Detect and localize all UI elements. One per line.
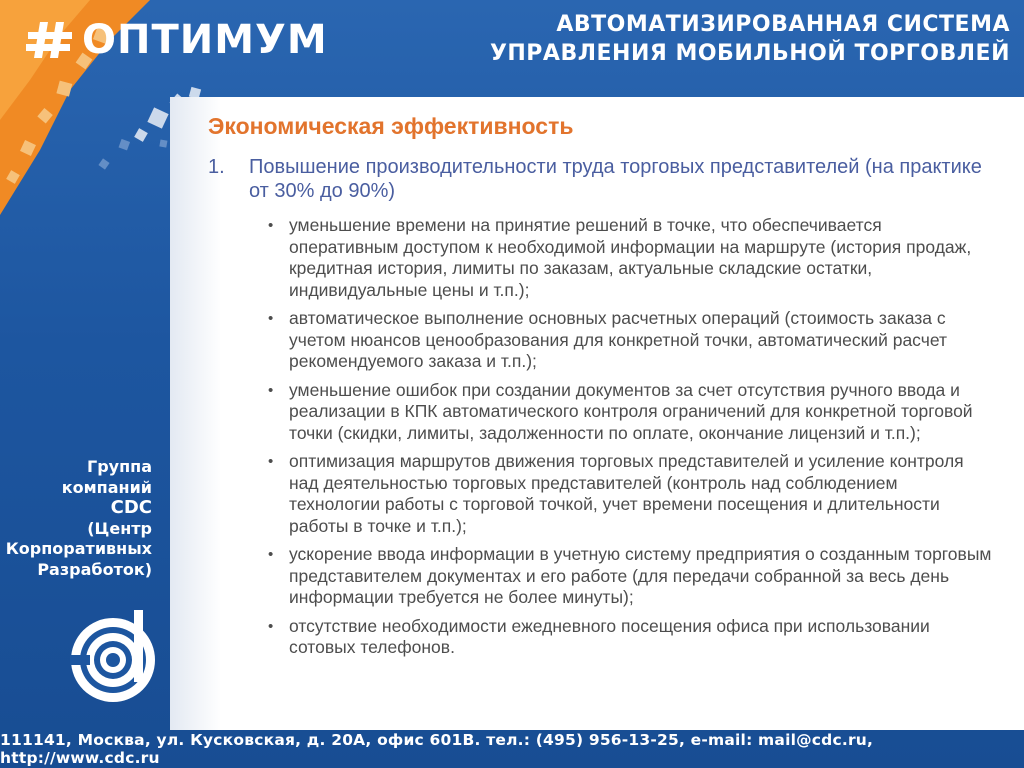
bullet-text: оптимизация маршрутов движения торговых представителей и усиление контроля над деятельностью торговых представителей (контроль над соблюдением технологии работы с торговой точкой, учет времени посещения и длительности работы в точке и т.п.); [289,451,964,536]
company-line: Группа [87,457,152,476]
bullet-text: ускорение ввода информации в учетную систему предприятия о созданным торговым представителем документах и его работе (для передачи собранной за весь день информации требуется не более минуты); [289,544,992,607]
company-line: (Центр [87,518,152,538]
system-title-line2: УПРАВЛЕНИЯ МОБИЛЬНОЙ ТОРГОВЛЕЙ [489,41,1010,66]
bullet-item [268,380,993,445]
hash-star-icon [26,20,76,60]
company-line: CDC [110,497,152,518]
bullet-dot-icon: • [268,617,274,635]
bullet-item [268,215,993,301]
company-name-block [0,457,152,580]
bullet-dot-icon: • [268,217,274,234]
bullet-item [268,544,993,609]
company-line: Корпоративных [5,539,152,558]
bullet-item [268,308,993,373]
company-line: компаний [61,477,152,497]
bullet-dot-icon: • [268,546,274,563]
bullet-text: уменьшение времени на принятие решений в точке, что обеспечивается оперативным доступом к необходимой информации на маршруте (история продаж, кредитная история, лимиты по заказам, актуальные складские остатки, индивидуальные цены и т.п.); [289,215,972,300]
point-number: 1. [208,156,225,178]
bullet-item [268,616,993,659]
point-text: Повышение производительности труда торговых представителей (на практике от 30% до 90%) [249,156,982,202]
header-band [0,0,1024,95]
content-panel [170,97,1024,730]
bullet-item [268,451,993,537]
logo-text: ОПТИМУМ [82,17,328,63]
optimum-logo [26,18,328,62]
bullet-text: отсутствие необходимости ежедневного посещения офиса при использовании сотовых телефонов. [289,615,930,657]
bullet-dot-icon: • [268,310,274,327]
footer-text: 111141, Москва, ул. Кусковская, д. 20А, офис 601В. тел.: (495) 956-13-25, e-mail: mail@cdc.ru, http://www.cdc.ru [0,731,874,767]
bullet-list [268,215,993,666]
system-title [490,10,1010,68]
slide-title: Экономическая эффективность [208,113,574,139]
bullet-text: автоматическое выполнение основных расчетных операций (стоимость заказа с учетом нюансов ценообразования для конкретной точки, автоматический расчет рекомендуемого заказа и т.п.); [289,308,948,371]
company-line: Разработок) [37,559,152,579]
bullet-text: уменьшение ошибок при создании документов за счет отсутствия ручного ввода и реализации в КПК автоматического контроля ограничений для конкретной торговой точки (скидки, лимиты, задолженности по оплате, окончание лицензий и т.п.); [289,379,973,443]
system-title-line1: АВТОМАТИЗИРОВАННАЯ СИСТЕМА [556,12,1010,37]
bullet-dot-icon: • [268,453,274,470]
footer-contacts [0,730,1024,768]
bullet-dot-icon: • [268,381,274,399]
cdc-logo-icon [68,605,168,705]
